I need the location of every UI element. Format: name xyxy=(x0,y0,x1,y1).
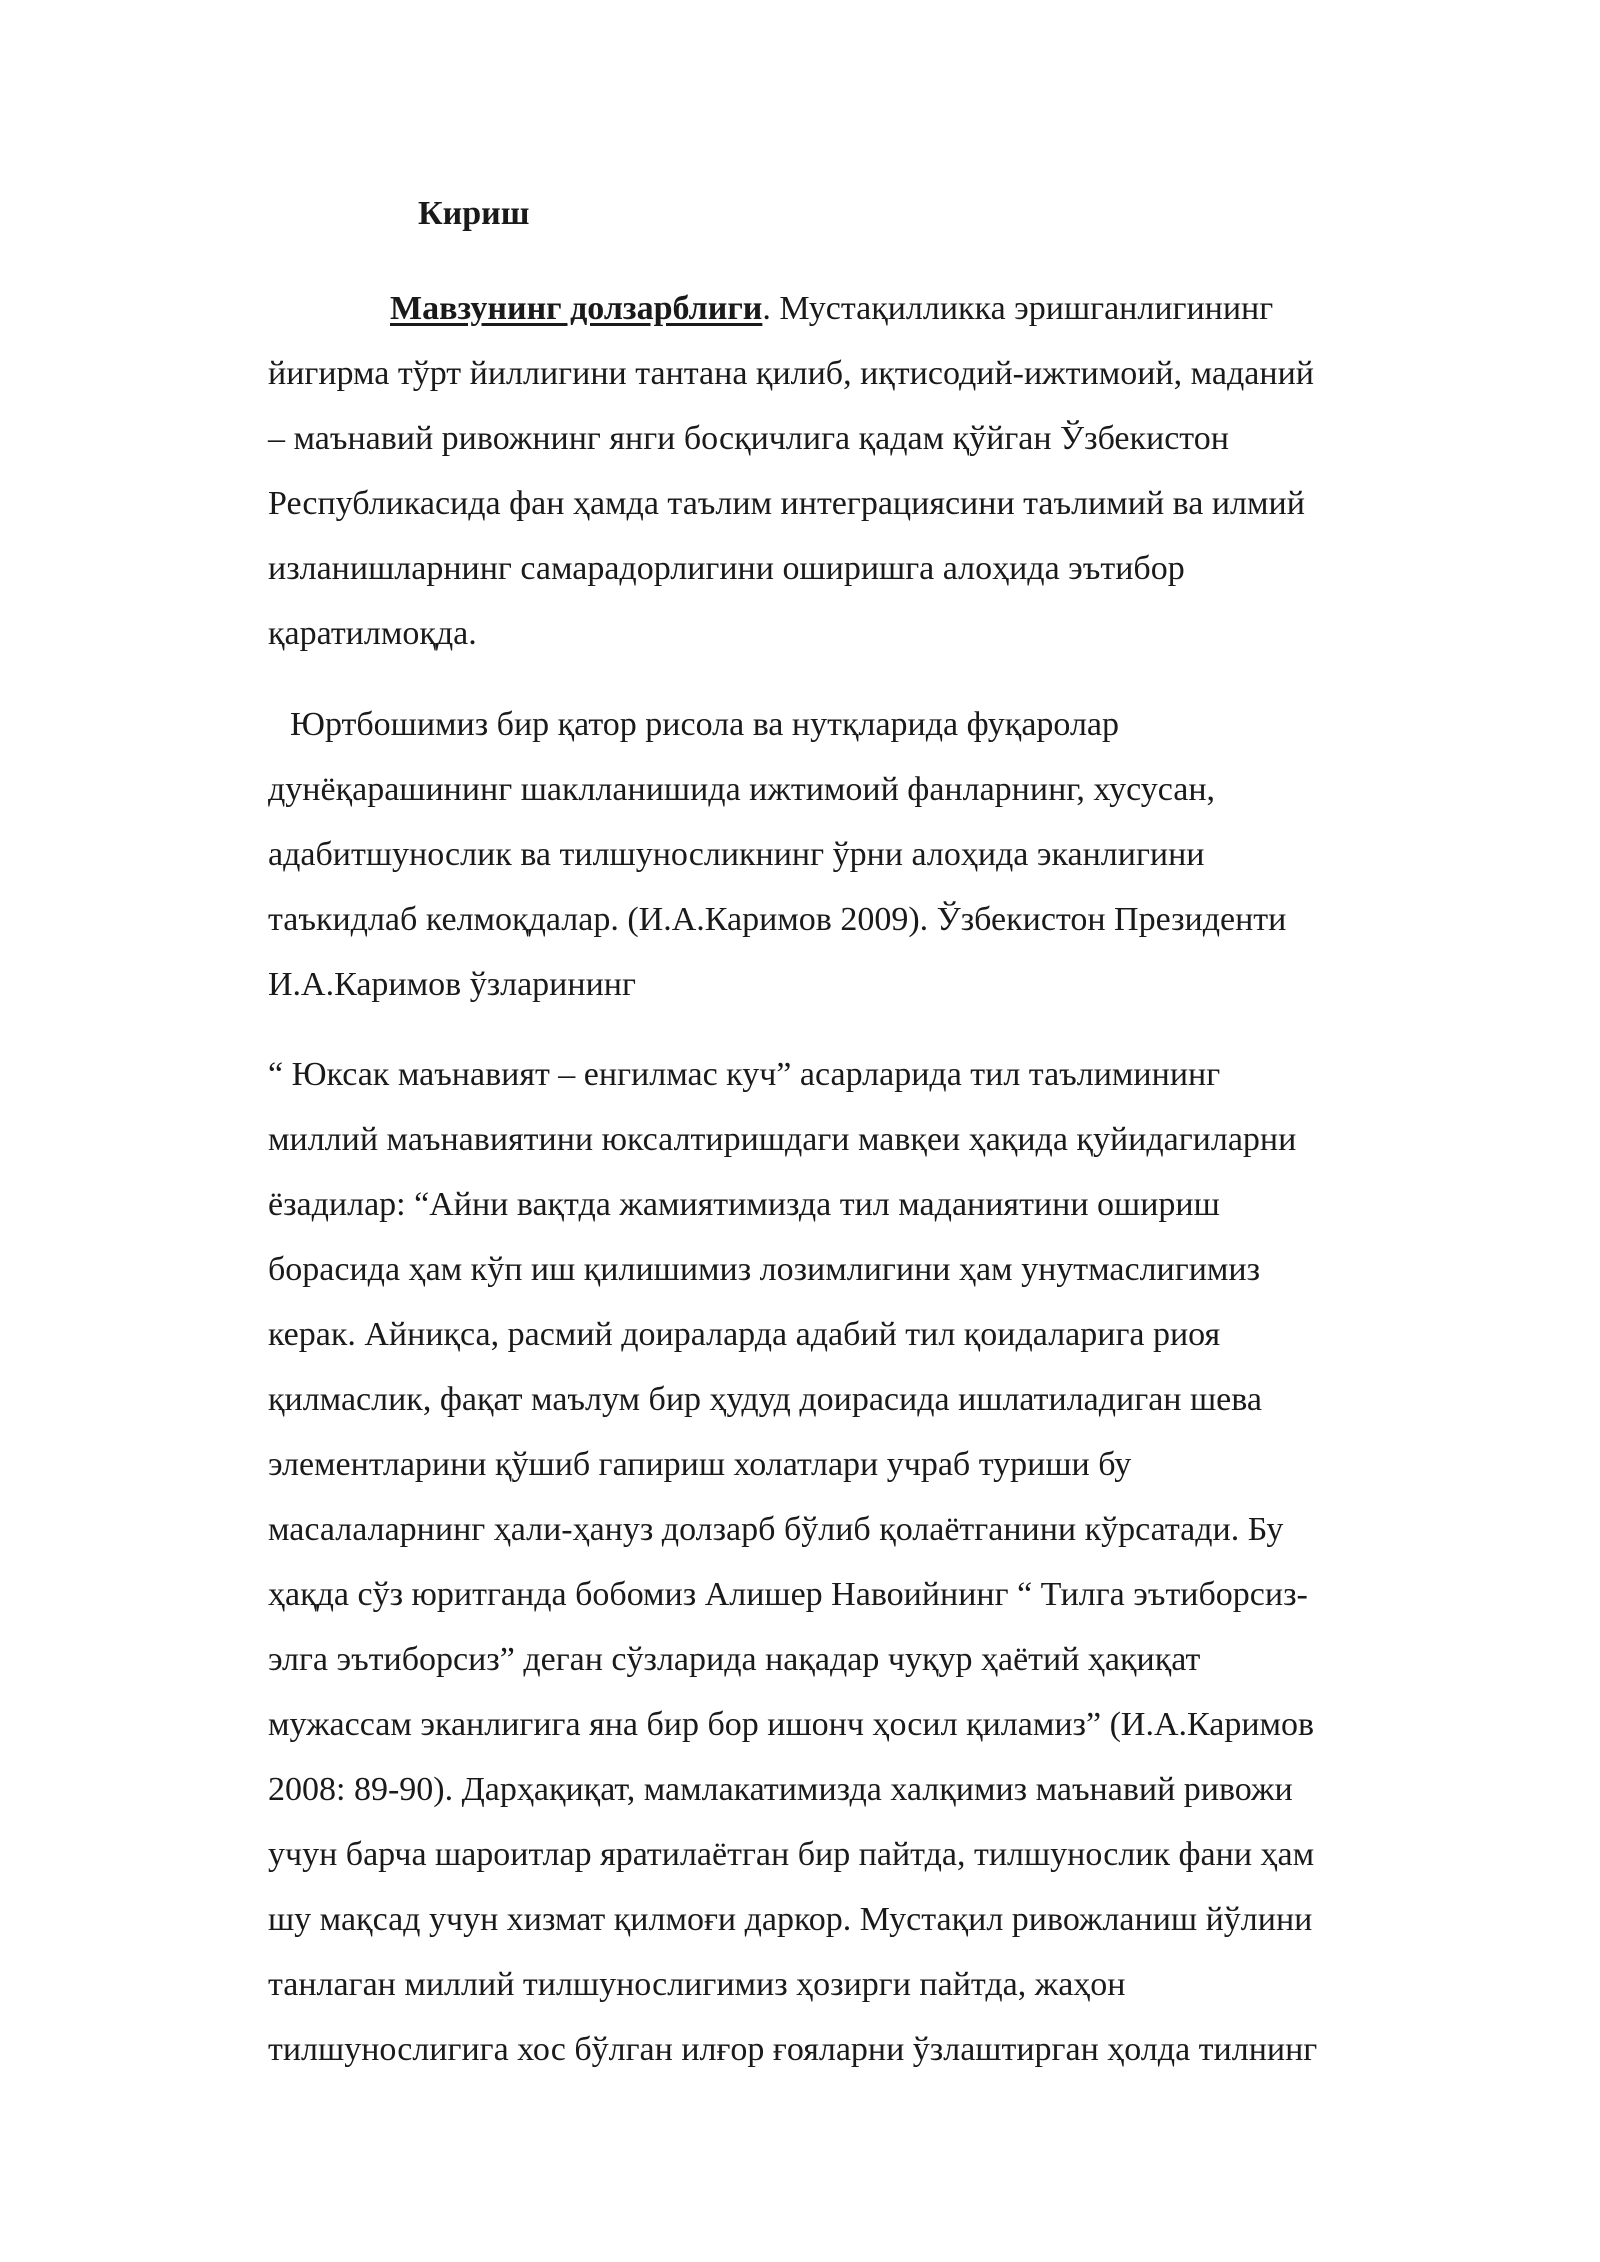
paragraph-line: адабитшунослик ва тилшуносликнинг ўрни алоҳида эканлигини xyxy=(268,836,1205,873)
paragraph-line: Республикасида фан ҳамда таълим интеграциясини таълимий ва илмий xyxy=(268,485,1305,522)
paragraph-line: танлаган миллий тилшунослигимиз ҳозирги пайтда, жаҳон xyxy=(268,1966,1126,2003)
paragraph-line: қаратилмоқда. xyxy=(268,615,477,652)
paragraph-line: “ Юксак маънавият – енгилмас куч” асарларида тил таълимининг xyxy=(268,1056,1221,1093)
paragraph-line: мужассам эканлигига яна бир бор ишонч ҳосил қиламиз” (И.А.Каримов xyxy=(268,1706,1315,1743)
paragraph-line-text: Юртбошимиз бир қатор рисола ва нутқларида фуқаролар xyxy=(290,706,1120,743)
paragraph-line: ёзадилар: “Айни вақтда жамиятимизда тил маданиятини ошириш xyxy=(268,1186,1220,1223)
paragraph-quote xyxy=(268,1042,1448,2082)
section-heading: Кириш xyxy=(418,195,530,232)
paragraph-line: шу мақсад учун хизмат қилмоғи даркор. Мустақил ривожланиш йўлини xyxy=(268,1901,1313,1938)
paragraph-line: учун барча шароитлар яратилаётган бир пайтда, тилшунослик фани ҳам xyxy=(268,1836,1315,1873)
paragraph-line xyxy=(268,276,1448,341)
paragraph-line: И.А.Каримов ўзларининг xyxy=(268,966,636,1003)
topic-title: Мавзунинг долзарблиги xyxy=(390,290,763,327)
paragraph-line: йигирма тўрт йиллигини тантана қилиб, иқтисодий-ижтимоий, маданий xyxy=(268,355,1314,392)
paragraph-line: борасида ҳам кўп иш қилишимиз лозимлигини ҳам унутмаслигимиз xyxy=(268,1251,1261,1288)
paragraph-line: дунёқарашининг шаклланишида ижтимоий фанларнинг, хусусан, xyxy=(268,771,1216,808)
topic-title-punct: . xyxy=(762,290,771,327)
paragraph-line: ҳақда сўз юритганда бобомиз Алишер Навоийнинг “ Тилга эътиборсиз- xyxy=(268,1576,1308,1613)
paragraph-line: элементларини қўшиб гапириш холатлари учраб туриши бу xyxy=(268,1446,1132,1483)
paragraph-line: элга эътиборсиз” деган сўзларида нақадар чуқур ҳаётий ҳақиқат xyxy=(268,1641,1201,1678)
paragraph-line: миллий маънавиятини юксалтиришдаги мавқеи ҳақида қуйидагиларни xyxy=(268,1121,1297,1158)
paragraph-line: – маънавий ривожнинг янги босқичлига қадам қўйган Ўзбекистон xyxy=(268,420,1229,457)
paragraph-line: изланишларнинг самарадорлигини оширишга алоҳида эътибор xyxy=(268,550,1185,587)
paragraph-relevance xyxy=(268,276,1448,666)
paragraph-line: қилмаслик, фақат маълум бир ҳудуд доирасида ишлатиладиган шева xyxy=(268,1381,1262,1418)
paragraph-line: 2008: 89-90). Дарҳақиқат, мамлакатимизда халқимиз маънавий ривожи xyxy=(268,1771,1293,1808)
paragraph-line-text: Мустақилликка эришганлигининг xyxy=(770,290,1274,327)
paragraph-president xyxy=(268,692,1448,1017)
paragraph-line: керак. Айниқса, расмий доираларда адабий тил қоидаларига риоя xyxy=(268,1316,1221,1353)
paragraph-line: тилшунослигига хос бўлган илғор ғояларни ўзлаштирган ҳолда тилнинг xyxy=(268,2031,1318,2068)
paragraph-line: масалаларнинг ҳали-ҳануз долзарб бўлиб қолаётганини кўрсатади. Бу xyxy=(268,1511,1284,1548)
paragraph-line: таъкидлаб келмоқдалар. (И.А.Каримов 2009). Ўзбекистон Президенти xyxy=(268,901,1287,938)
paragraph-line xyxy=(268,692,1448,757)
